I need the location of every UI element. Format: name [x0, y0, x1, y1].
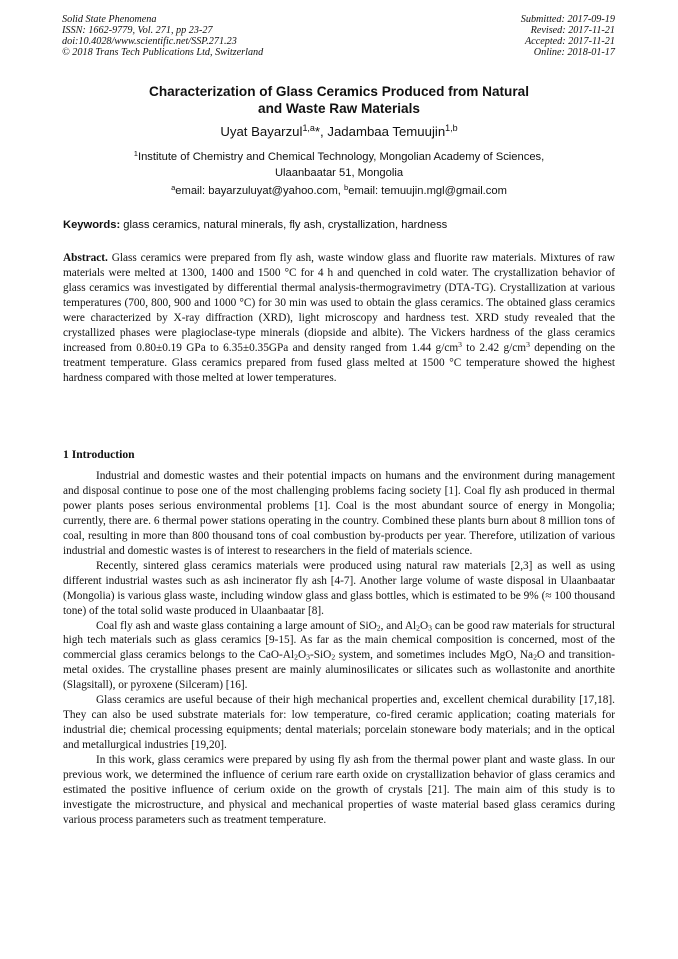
affiliation-line-2: Ulaanbaatar 51, Mongolia [274, 166, 404, 179]
keywords-label: Keywords: [63, 219, 121, 231]
journal-issn: ISSN: 1662-9779, Vol. 271, pp 23-27 [62, 24, 213, 36]
paragraph: Glass ceramics are useful because of their high mechanical properties and, excellent chemical durability [17,18]. They can also be used substrate materials for: low temperature, co-fired ceramic application; coating materials for industrial die; chemical processing equipments; dental materials; porcelain stoneware body materials; and in the optical and metallurgical industries [19,20]. [63, 694, 615, 752]
date-accepted: Accepted: 2017-11-21 [524, 35, 615, 47]
keywords-text: glass ceramics, natural minerals, fly ash, crystallization, hardness [120, 219, 448, 231]
date-revised: Revised: 2017-11-21 [530, 24, 615, 36]
date-online: Online: 2018-01-17 [533, 46, 615, 58]
journal-copyright: © 2018 Trans Tech Publications Ltd, Switzerland [62, 46, 264, 58]
title-line-2: and Waste Raw Materials [258, 101, 420, 116]
paper-title [0, 83, 678, 117]
section-heading-introduction: 1 Introduction [63, 448, 135, 461]
abstract: Abstract. Glass ceramics were prepared from fly ash, waste window glass and fluorite raw materials. Mixtures of raw materials were melted at 1300, 1400 and 1500 °C for 4 h and quenched in cold water. The crystallization behavior of glass ceramics was investigated by differential thermal analysis-thermogravimetry (DTA-TG). Crystallization at various temperatures (700, 800, 900 and 1000 °C) for 30 min was used to obtain the glass ceramics. The obtained glass ceramics were characterized by X-ray diffraction (XRD), light microscopy and hardness test. XRD study revealed that the crystallized phases were plagioclase-type minerals (diopside and albite). The Vickers hardness of the glass ceramics increased from 0.80±0.19 GPa to 6.35±0.35GPa and density ranged from 1.44 $g/cm^3$ to 2.42 $g/cm^3$ depending on the treatment temperature. Glass ceramics prepared from fused glass melted at 1500 °C temperature showed the highest hardness compared with those melted at lower temperatures. [63, 252, 615, 385]
abstract-label: Abstract. [63, 252, 108, 264]
email-a: email: bayarzuluyat@yahoo.com, [175, 185, 344, 197]
author-list [0, 124, 678, 139]
journal-name: Solid State Phenomena [62, 14, 157, 25]
paragraph: Coal fly ash and waste glass containing a large amount of SiO$_2$, and $Al_2O_3$ can be good raw materials for structural high tech materials such as glass ceramics [9-15]. As far as the main chemical composition is concerned, most of the commercial glass ceramics belongs to the CaO-$Al_2O_3-SiO_2$ system, and sometimes includes MgO, $Na_2O$ and transition-metal oxides. The crystalline phases present are mainly aluminosilicates or silicates such as wollastonite and anorthite (Slagsitall), or pyroxene (Silceram) [16]. [63, 619, 615, 692]
keywords [63, 219, 615, 231]
paragraph: Recently, sintered glass ceramics materials were produced using natural raw materials [2,3] as well as using different industrial wastes such as ash incinerator fly ash [4-7]. Another large volume of waste disposal in Ulaanbaatar (Mongolia) is various glass waste, including window glass and glass bottles, which is estimated to be 9% (≈ 100 thousand tone) of the total solid waste produced in Ulaanbaatar [8]. [63, 559, 615, 617]
affiliation-mark: 1 [133, 148, 138, 158]
paragraph: In this work, glass ceramics were prepared by using fly ash from the thermal power plant and waste glass. In our previous work, we determined the influence of cerium rare earth oxide on crystallization behavior of glass ceramics and estimated the positive influence of cerium oxide on the growth of crystals [21]. The main aim of this study is to investigate the microstructure, and physical and mechanical properties of waste material based glass ceramics during various process parameters such as treatment temperature. [63, 754, 615, 826]
title-line-1: Characterization of Glass Ceramics Produced from Natural [149, 84, 529, 99]
date-submitted: Submitted: 2017-09-19 [520, 14, 615, 25]
affiliation-line-1: $^1$Institute of Chemistry and Chemical Technology, Mongolian Academy of Sciences, [133, 148, 545, 163]
corresponding-mark: *, [314, 124, 328, 139]
introduction-body [63, 469, 615, 828]
journal-header-left [62, 15, 263, 59]
email-b: email: temuujin.mgl@gmail.com [348, 185, 507, 197]
author-emails [0, 182, 678, 197]
email-mark-a: a [171, 182, 176, 192]
affiliation [0, 150, 678, 181]
author-2-name: Jadambaa Temuujin [327, 124, 446, 139]
journal-header-right [521, 15, 615, 59]
email-mark-b: b [343, 182, 349, 192]
author-1-affil-mark: 1,a [302, 123, 315, 134]
author-1-name: Uyat Bayarzul [220, 124, 303, 139]
journal-doi: doi:10.4028/www.scientific.net/SSP.271.23 [62, 35, 237, 47]
paragraph: Industrial and domestic wastes and their potential impacts on humans and the environment during management and disposal continue to pose one of the most challenging problems facing society [1]. Coal fly ash produced in thermal power plants poses serious environmental problems [1]. Coal is the most abundant source of energy in Mongolia; currently, there are. 6 thermal power stations operating in the country. Combined these plants burn about 8 million tons of coal, resulting in more than 800 thousand tons of coal combustion by-products per year. Therefore, utilization of various industrial and domestic wastes is of interest to researchers in the field of materials science. [63, 470, 615, 557]
author-2-affil-mark: 1,b [445, 123, 458, 134]
